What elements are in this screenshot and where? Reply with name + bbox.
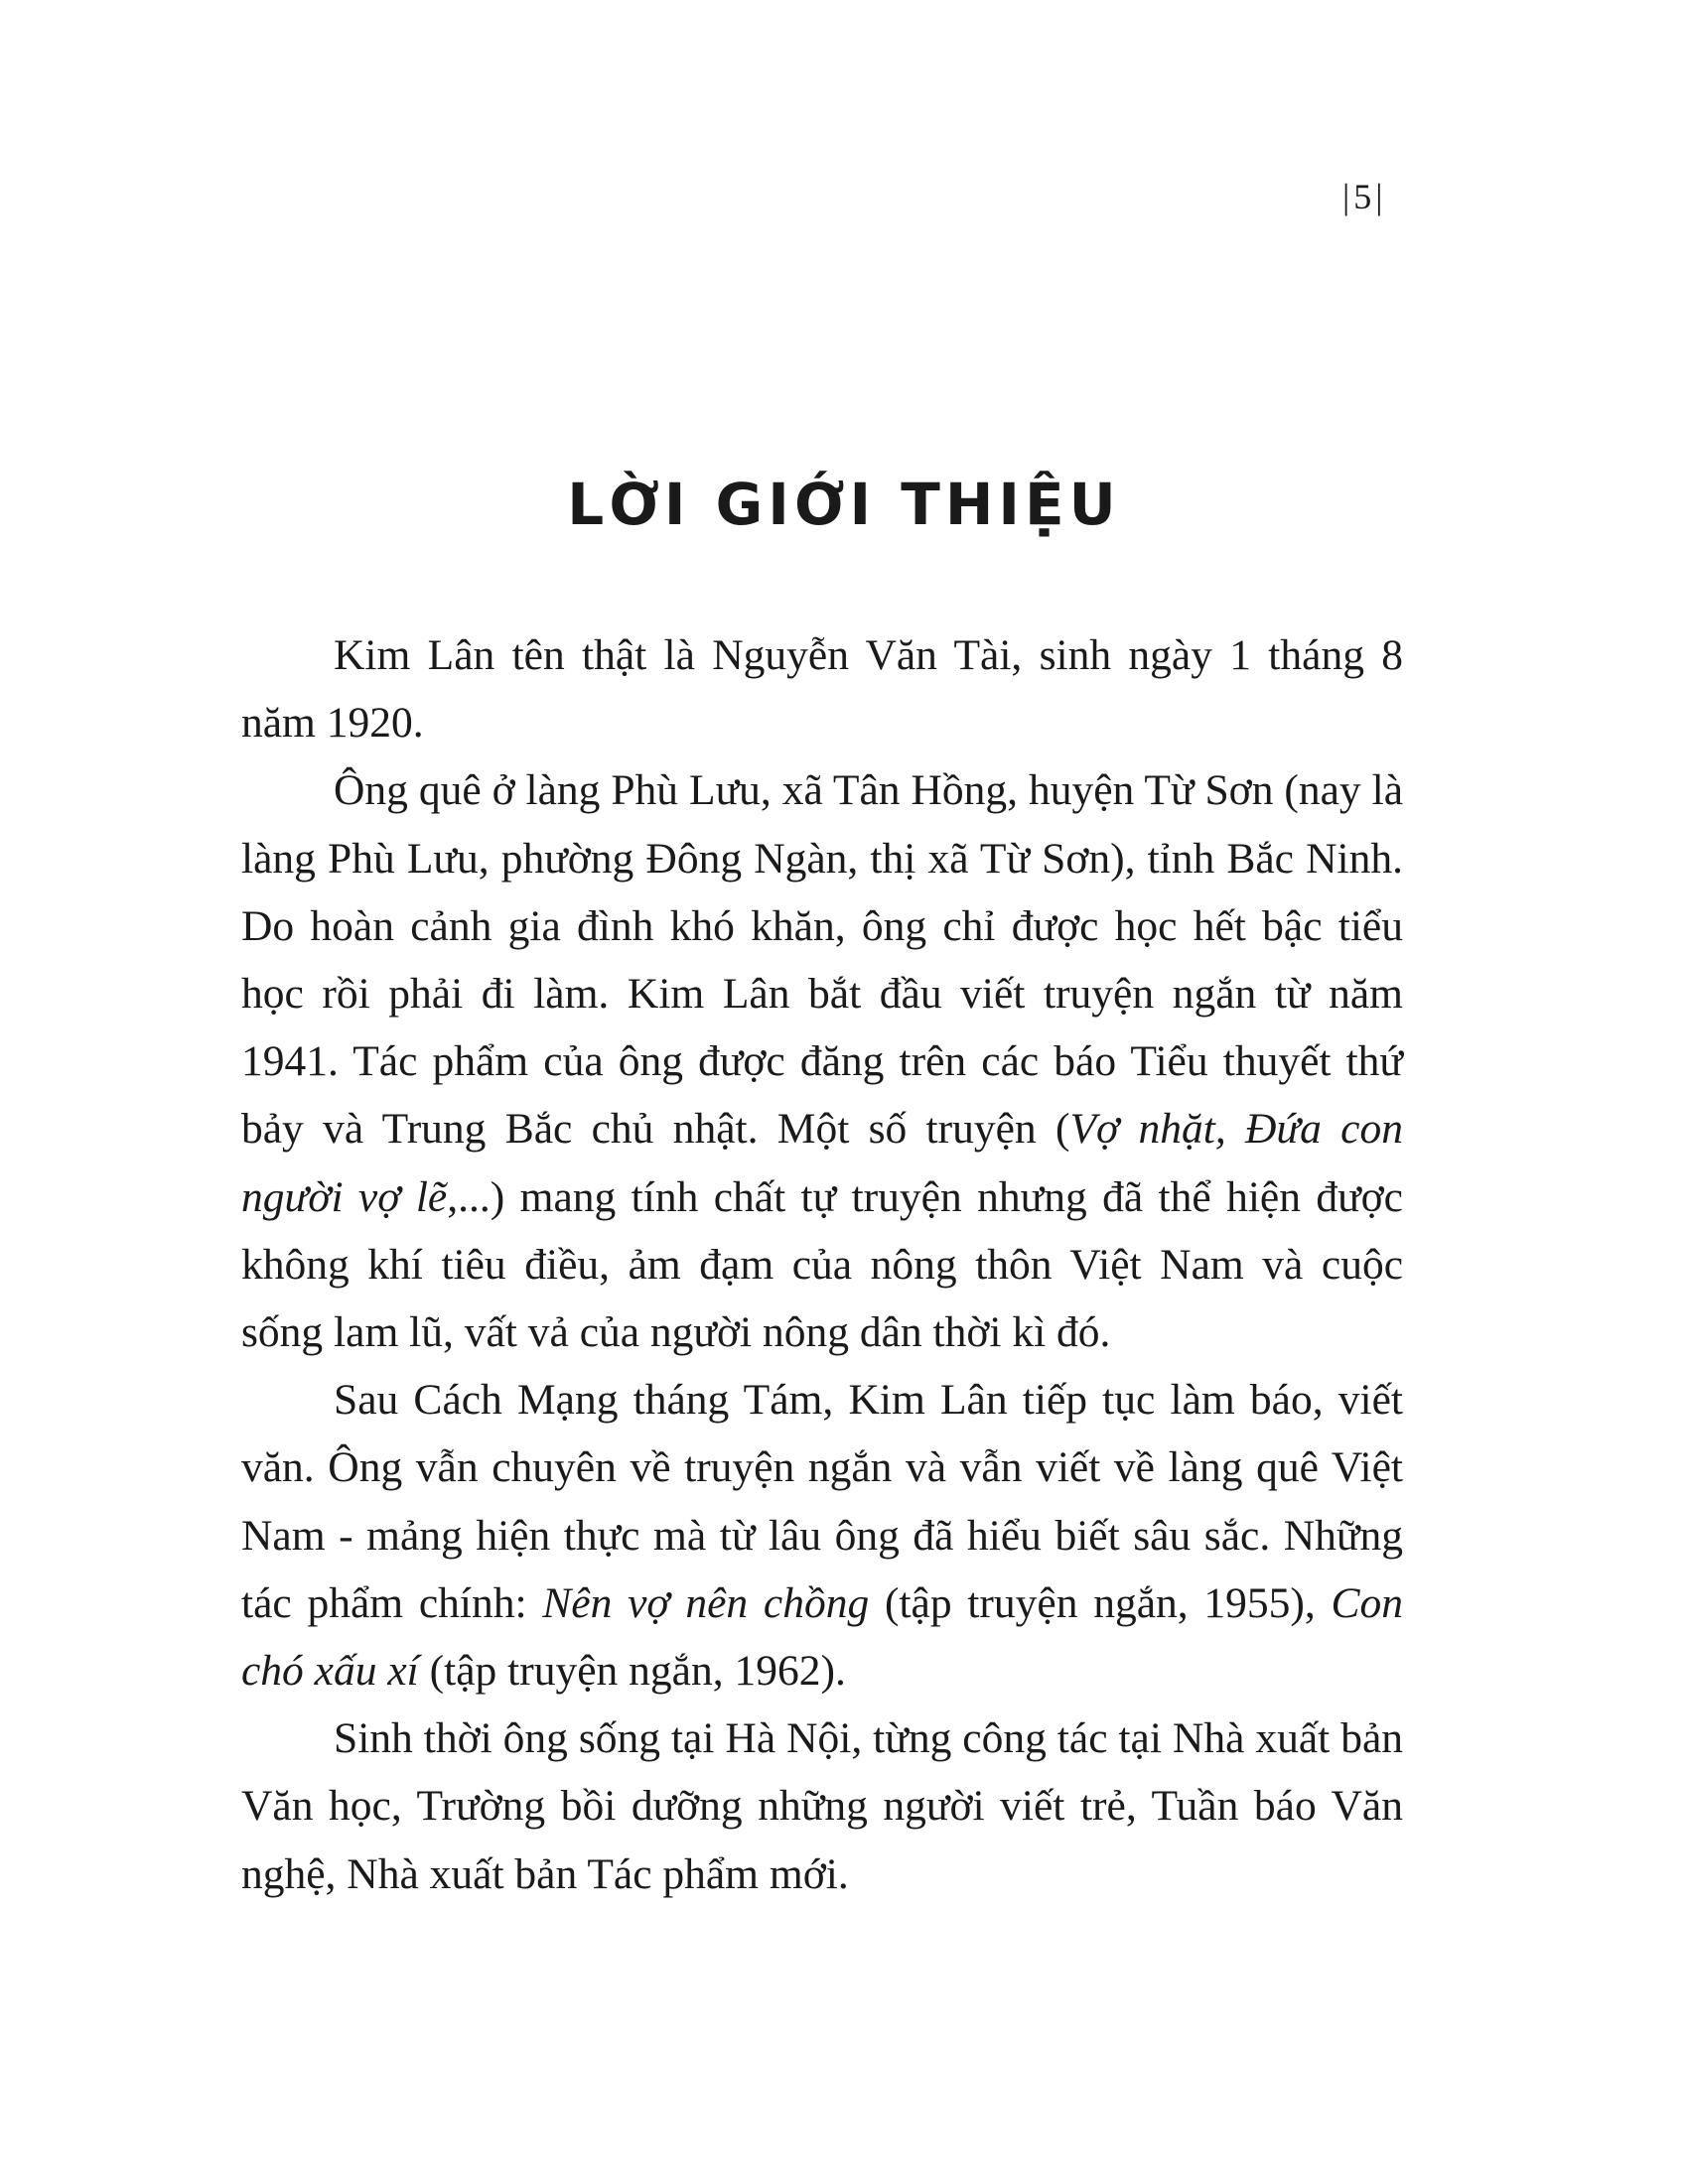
paragraph-2-italic-titles: Vợ nhặt, Đứa con người vợ lẽ	[241, 1105, 1403, 1221]
paragraph-3-text-b: (tập truyện ngắn, 1955),	[869, 1578, 1332, 1627]
paragraph-2	[241, 756, 1403, 1366]
paragraph-3	[241, 1366, 1403, 1705]
paragraph-3-text-a: Sau Cách Mạng tháng Tám, Kim Lân tiếp tục làm báo, viết văn. Ông vẫn chuyên về truyện ngắn và vẫn viết về làng quê Việt Nam - mảng hiện thực mà từ lâu ông đã hiểu biết sâu sắc. Những tác phẩm chính:	[241, 1376, 1403, 1627]
body-text	[241, 621, 1403, 1908]
paragraph-3-italic-title-2: Con chó xấu xí	[241, 1578, 1403, 1696]
paragraph-3-italic-title-1: Nên vợ nên chồng	[542, 1578, 870, 1627]
paragraph-4: Sinh thời ông sống tại Hà Nội, từng công tác tại Nhà xuất bản Văn học, Trường bồi dưỡng những người viết trẻ, Tuần báo Văn nghệ, Nhà xuất bản Tác phẩm mới.	[241, 1714, 1403, 1898]
paragraph-3-text-c: (tập truyện ngắn, 1962).	[418, 1647, 846, 1696]
paragraph-1: Kim Lân tên thật là Nguyễn Văn Tài, sinh ngày 1 tháng 8 năm 1920.	[241, 631, 1403, 748]
paragraph-2-text-a: Ông quê ở làng Phù Lưu, xã Tân Hồng, huyện Từ Sơn (nay là làng Phù Lưu, phường Đông Ngàn, thị xã Từ Sơn), tỉnh Bắc Ninh. Do hoàn cảnh gia đình khó khăn, ông chỉ được học hết bậc tiểu học rồi phải đi làm. Kim Lân bắt đầu viết truyện ngắn từ năm 1941. Tác phẩm của ông được đăng trên các báo Tiểu thuyết thứ bảy và Trung Bắc chủ nhật. Một số truyện (	[241, 766, 1403, 1154]
paragraph-2-text-b: ,...) mang tính chất tự truyện nhưng đã thể hiện được không khí tiêu điều, ảm đạm của nông thôn Việt Nam và cuộc sống lam lũ, vất vả của người nông dân thời kì đó.	[241, 1172, 1403, 1357]
page-title: LỜI GIỚI THIỆU	[567, 471, 1121, 538]
page-number: |5|	[1342, 177, 1387, 216]
